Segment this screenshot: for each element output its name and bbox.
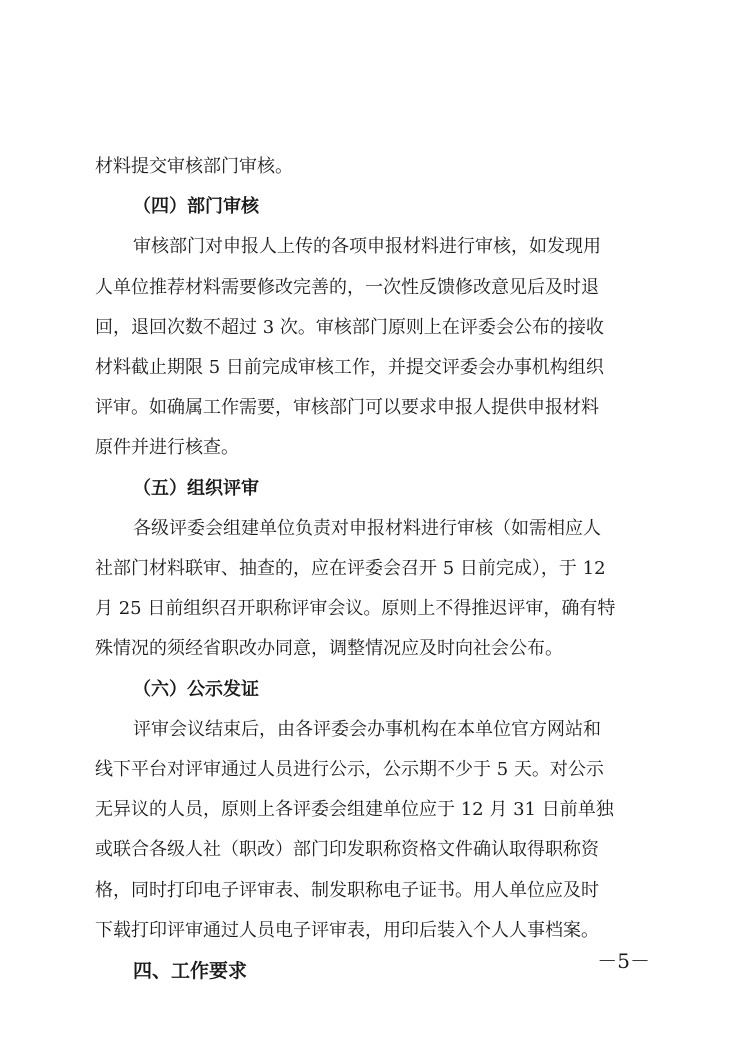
subsection-heading-5: （五）组织评审 xyxy=(133,477,259,499)
paragraph-line: 材料截止期限 5 日前完成审核工作，并提交评委会办事机构组织 xyxy=(95,357,604,378)
paragraph-line: 材料提交审核部门审核。 xyxy=(95,156,293,177)
subsection-heading-6: （六）公示发证 xyxy=(133,678,259,700)
paragraph-line: 各级评委会组建单位负责对申报材料进行审核（如需相应人 xyxy=(133,517,601,539)
paragraph-line: 审核部门对申报人上传的各项申报材料进行审核，如发现用 xyxy=(133,236,601,258)
paragraph-line: 评审。如确属工作需要，审核部门可以要求申报人提供申报材料 xyxy=(95,397,599,419)
subsection-heading-4: （四）部门审核 xyxy=(133,196,259,218)
paragraph-line: 社部门材料联审、抽查的，应在评委会召开 5 日前完成），于 12 xyxy=(95,558,606,579)
page-number: －5－ xyxy=(597,949,650,973)
paragraph-line: 或联合各级人社（职改）部门印发职称资格文件确认取得职称资 xyxy=(95,839,599,861)
section-heading-4: 四、工作要求 xyxy=(133,960,248,982)
paragraph-line: 回，退回次数不超过 3 次。审核部门原则上在评委会公布的接收 xyxy=(95,316,604,338)
paragraph-line: 评审会议结束后，由各评委会办事机构在本单位官方网站和 xyxy=(133,718,601,740)
paragraph-line: 月 25 日前组织召开职称评审会议。原则上不得推迟评审，确有特 xyxy=(95,598,616,620)
paragraph-line: 线下平台对评审通过人员进行公示，公示期不少于 5 天。对公示 xyxy=(95,759,604,780)
paragraph-line: 原件并进行核查。 xyxy=(95,437,239,459)
paragraph-line: 格，同时打印电子评审表、制发职称电子证书。用人单位应及时 xyxy=(95,879,599,901)
paragraph-line: 无异议的人员，原则上各评委会组建单位应于 12 月 31 日前单独 xyxy=(95,799,614,821)
paragraph-line: 殊情况的须经省职改办同意，调整情况应及时向社会公布。 xyxy=(95,638,563,660)
paragraph-line: 人单位推荐材料需要修改完善的，一次性反馈修改意见后及时退 xyxy=(95,276,599,298)
paragraph-line: 下载打印评审通过人员电子评审表，用印后装入个人人事档案。 xyxy=(95,919,599,941)
